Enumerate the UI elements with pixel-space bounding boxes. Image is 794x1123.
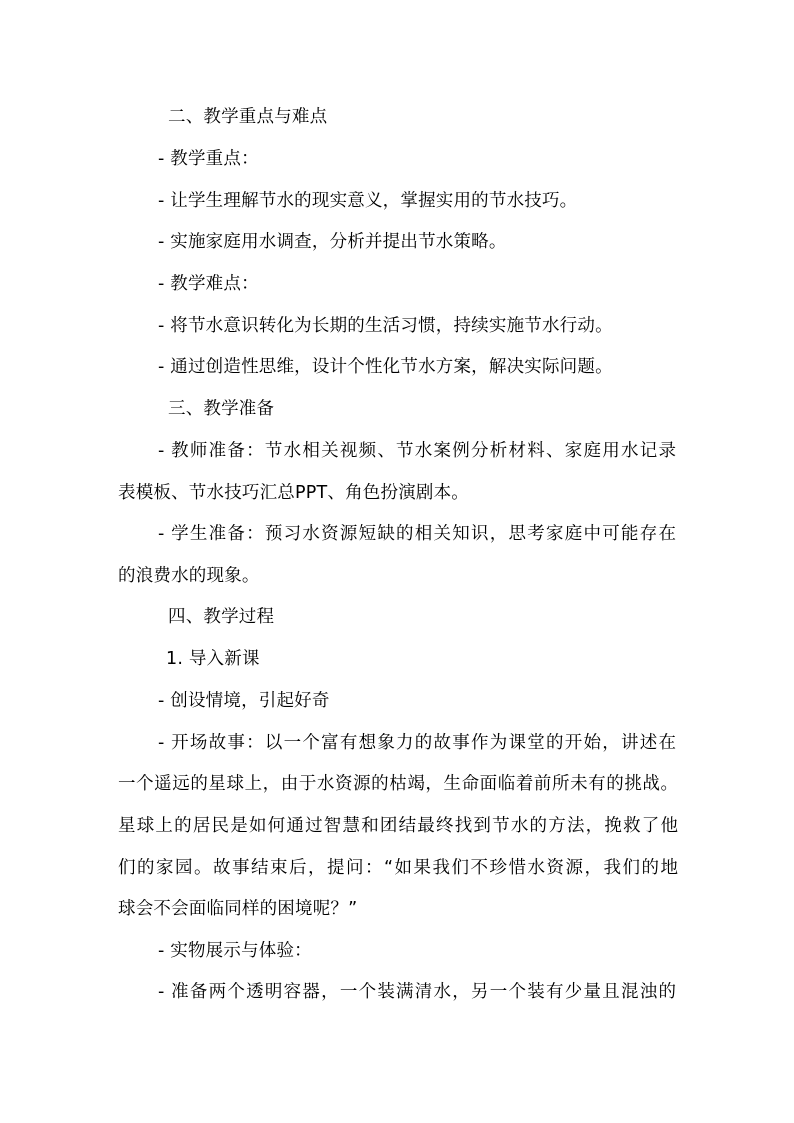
step-1-heading: 1. 导入新课 <box>166 649 260 669</box>
story-paragraph-line: - 开场故事：以一个富有想象力的故事作为课堂的开始，讲述在 <box>158 733 676 753</box>
story-paragraph-line: 一个遥远的星球上，由于水资源的枯竭，生命面临着前所未有的挑战。 <box>118 774 678 794</box>
teaching-focus-heading: - 教学重点： <box>158 149 259 169</box>
scene-setting-heading: - 创设情境，引起好奇 <box>158 691 330 711</box>
section-3-heading: 三、教学准备 <box>168 399 275 419</box>
teacher-prep-paragraph-line: - 教师准备：节水相关视频、节水案例分析材料、家庭用水记录 <box>158 441 676 461</box>
teaching-focus-item: - 实施家庭用水调查，分析并提出节水策略。 <box>158 232 507 252</box>
student-prep-paragraph-line: - 学生准备：预习水资源短缺的相关知识，思考家庭中可能存在 <box>158 524 676 544</box>
teacher-prep-paragraph-line: 表模板、节水技巧汇总PPT、角色扮演剧本。 <box>118 483 469 503</box>
teaching-focus-item: - 让学生理解节水的现实意义，掌握实用的节水技巧。 <box>158 191 578 211</box>
teaching-difficulty-item: - 通过创造性思维，设计个性化节水方案，解决实际问题。 <box>158 357 613 377</box>
story-paragraph-line: 球会不会面临同样的困境呢？” <box>118 899 358 919</box>
demo-heading: - 实物展示与体验： <box>158 941 312 961</box>
demo-paragraph-line: - 准备两个透明容器，一个装满清水，另一个装有少量且混浊的 <box>158 982 676 1002</box>
student-prep-paragraph-line: 的浪费水的现象。 <box>118 566 260 586</box>
story-paragraph-line: 星球上的居民是如何通过智慧和团结最终找到节水的方法，挽救了他 <box>118 816 678 836</box>
story-paragraph-line: 们的家园。故事结束后，提问：“如果我们不珍惜水资源，我们的地 <box>118 858 678 878</box>
section-2-heading: 二、教学重点与难点 <box>168 107 328 127</box>
section-4-heading: 四、教学过程 <box>168 607 275 627</box>
teaching-difficulty-item: - 将节水意识转化为长期的生活习惯，持续实施节水行动。 <box>158 316 613 336</box>
teaching-difficulty-heading: - 教学难点： <box>158 274 259 294</box>
